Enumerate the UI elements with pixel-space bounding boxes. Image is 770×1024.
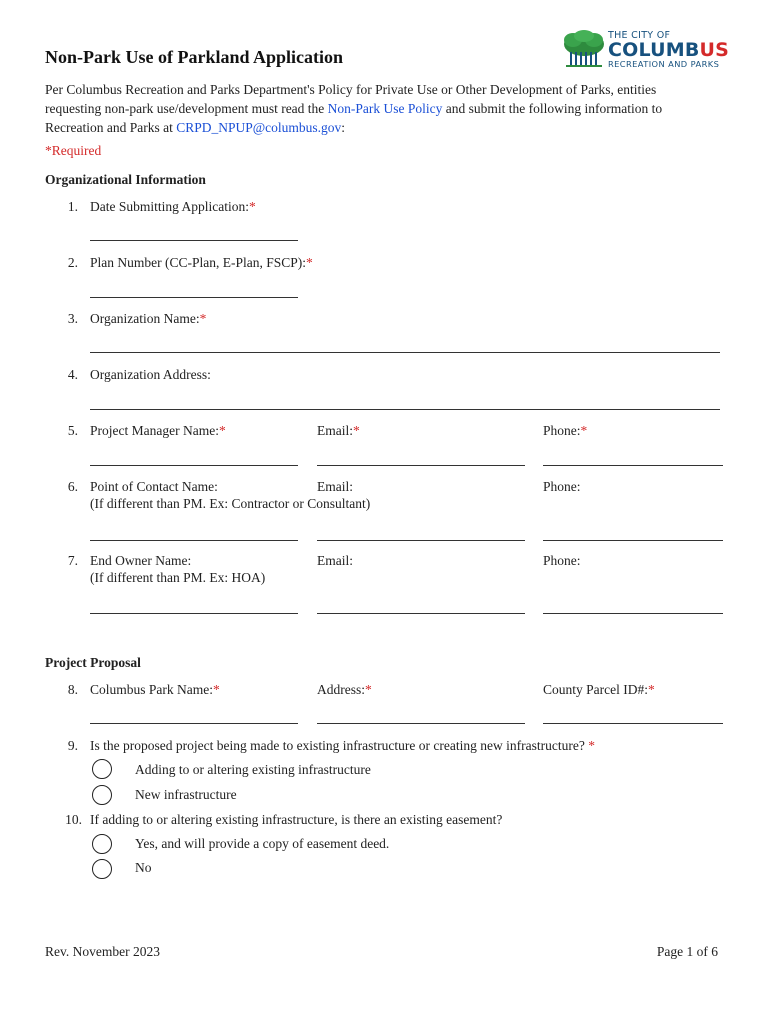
q3-field[interactable] <box>90 352 720 353</box>
page-number: Page 1 of 6 <box>656 944 718 959</box>
q2-number: 2. <box>67 255 78 270</box>
q4-field[interactable] <box>90 409 720 410</box>
q8-label: Columbus Park Name:* <box>90 682 220 697</box>
q10-radio-yes[interactable] <box>92 834 112 854</box>
q3-number: 3. <box>67 311 78 326</box>
q8-address-field[interactable] <box>317 723 525 724</box>
q7-name-field[interactable] <box>90 613 298 614</box>
q7-phone-field[interactable] <box>543 613 723 614</box>
section-organizational: Organizational Information <box>45 172 206 187</box>
q2-label: Plan Number (CC-Plan, E-Plan, FSCP):* <box>90 255 313 270</box>
logo-line3: RECREATION AND PARKS <box>608 59 720 69</box>
q9-radio-new[interactable] <box>92 785 112 805</box>
q8-address-label: Address:* <box>317 682 372 697</box>
q3-label: Organization Name:* <box>90 311 207 326</box>
q10-option-yes: Yes, and will provide a copy of easement deed. <box>135 836 390 851</box>
q6-name-field[interactable] <box>90 540 298 541</box>
q10-option-no: No <box>135 860 152 875</box>
q7-email-field[interactable] <box>317 613 525 614</box>
q1-label: Date Submitting Application:* <box>90 199 256 214</box>
q7-email-label: Email: <box>317 553 353 568</box>
q4-label: Organization Address: <box>90 367 211 382</box>
tree-icon <box>561 30 607 70</box>
q9-option-existing: Adding to or altering existing infrastructure <box>135 762 371 777</box>
q6-number: 6. <box>67 479 78 494</box>
q5-phone-label: Phone:* <box>543 423 588 438</box>
q6-phone-field[interactable] <box>543 540 723 541</box>
q5-number: 5. <box>67 423 78 438</box>
q5-email-field[interactable] <box>317 465 525 466</box>
q10-radio-no[interactable] <box>92 859 112 879</box>
q7-phone-label: Phone: <box>543 553 581 568</box>
columbus-logo <box>561 30 730 70</box>
q10-number: 10. <box>65 812 82 827</box>
q5-label: Project Manager Name:* <box>90 423 226 438</box>
q6-phone-label: Phone: <box>543 479 581 494</box>
q6-subtext: (If different than PM. Ex: Contractor or Consultant) <box>90 496 371 511</box>
q6-email-field[interactable] <box>317 540 525 541</box>
email-link[interactable]: CRPD_NPUP@columbus.gov <box>176 120 342 135</box>
q4-number: 4. <box>67 367 78 382</box>
q7-subtext: (If different than PM. Ex: HOA) <box>90 570 266 585</box>
q7-label: End Owner Name: <box>90 553 192 568</box>
q8-park-field[interactable] <box>90 723 298 724</box>
q8-parcel-field[interactable] <box>543 723 723 724</box>
q6-label: Point of Contact Name: <box>90 479 218 494</box>
q9-option-new: New infrastructure <box>135 787 237 802</box>
q5-name-field[interactable] <box>90 465 298 466</box>
q1-field[interactable] <box>90 240 298 241</box>
q8-number: 8. <box>67 682 78 697</box>
q6-email-label: Email: <box>317 479 353 494</box>
q9-radio-existing[interactable] <box>92 759 112 779</box>
q8-parcel-label: County Parcel ID#:* <box>543 682 655 697</box>
intro-paragraph: Per Columbus Recreation and Parks Department's Policy for Private Use or Other Development of Parks, entities requesting non-park use/development must read the Non-Park Use Policy and submit the following information to Recreation and Parks at CRPD_NPUP@columbus.gov: <box>45 82 663 135</box>
q1-number: 1. <box>67 199 78 214</box>
logo-line1: THE CITY OF <box>608 30 671 41</box>
policy-link[interactable]: Non-Park Use Policy <box>327 101 443 116</box>
q10-label: If adding to or altering existing infrastructure, is there an existing easement? <box>90 812 503 827</box>
q2-field[interactable] <box>90 297 298 298</box>
q7-number: 7. <box>67 553 78 568</box>
q5-email-label: Email:* <box>317 423 360 438</box>
page-title: Non-Park Use of Parkland Application <box>45 47 344 67</box>
required-note: *Required <box>45 143 102 158</box>
section-project-proposal: Project Proposal <box>45 655 141 670</box>
logo-line2: COLUMBUS <box>608 39 730 61</box>
q9-number: 9. <box>67 738 78 753</box>
revision-date: Rev. November 2023 <box>45 944 160 959</box>
q5-phone-field[interactable] <box>543 465 723 466</box>
q9-label: Is the proposed project being made to existing infrastructure or creating new infrastructure? * <box>90 738 595 753</box>
